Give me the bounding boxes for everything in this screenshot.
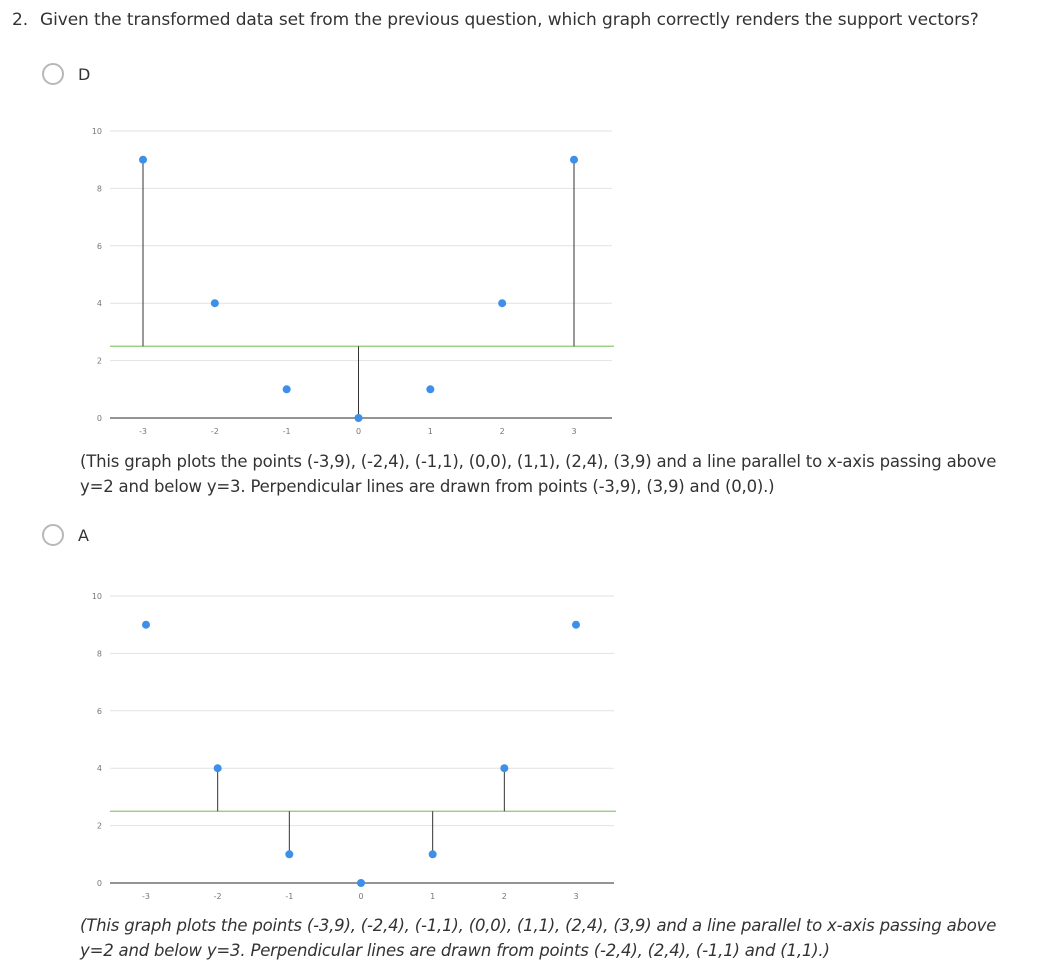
data-point xyxy=(572,621,580,629)
x-tick-label: -1 xyxy=(282,427,291,436)
y-tick-label: 4 xyxy=(96,764,102,774)
data-point xyxy=(214,764,222,772)
y-tick-label: 8 xyxy=(96,649,102,659)
y-tick-label: 8 xyxy=(96,184,102,194)
data-point xyxy=(500,764,508,772)
y-tick-label: 4 xyxy=(96,299,102,309)
y-tick-label: 0 xyxy=(96,879,102,888)
x-tick-label: -2 xyxy=(213,892,222,901)
y-tick-label: 10 xyxy=(91,592,102,601)
x-tick-label: 3 xyxy=(571,427,577,436)
y-tick-label: 2 xyxy=(96,356,102,366)
x-tick-label: -3 xyxy=(142,892,150,901)
x-tick-label: -1 xyxy=(285,892,294,901)
y-tick-label: 2 xyxy=(96,821,102,831)
y-tick-label: 10 xyxy=(91,127,102,136)
y-tick-label: 6 xyxy=(96,241,102,251)
x-tick-label: 2 xyxy=(499,427,505,436)
option-a-caption: (This graph plots the points (-3,9), (-2,4), (-1,1), (0,0), (1,1), (2,4), (3,9) and a line parallel to x-axis passing above y=2 and below y=3. Perpendicular lines are drawn from points (-2,4), (2,4), (-1,1) and (1,1).) xyxy=(80,916,997,960)
option-a-label: A xyxy=(78,525,89,545)
x-tick-label: 1 xyxy=(430,892,436,901)
data-point xyxy=(357,879,365,887)
x-tick-label: 2 xyxy=(501,892,507,901)
question-prompt: Given the transformed data set from the previous question, which graph correctly renders the support vectors? xyxy=(40,10,979,30)
option-d-label: D xyxy=(78,64,91,84)
option-d-caption: (This graph plots the points (-3,9), (-2,4), (-1,1), (0,0), (1,1), (2,4), (3,9) and a line parallel to x-axis passing above y=2 and below y=3. Perpendicular lines are drawn from points (-3,9), (3,9) and (0,0).) xyxy=(80,452,997,496)
x-tick-label: -2 xyxy=(210,427,219,436)
question-number: 2. xyxy=(12,10,29,30)
x-tick-label: 0 xyxy=(355,427,362,436)
data-point xyxy=(429,850,437,858)
y-tick-label: 6 xyxy=(96,706,102,716)
x-tick-label: 1 xyxy=(427,427,433,436)
x-tick-label: 3 xyxy=(573,892,579,901)
x-tick-label: 0 xyxy=(358,892,364,901)
data-point xyxy=(142,621,150,629)
x-tick-label: -3 xyxy=(139,427,147,436)
y-tick-label: 0 xyxy=(96,414,102,423)
data-point xyxy=(285,850,293,858)
